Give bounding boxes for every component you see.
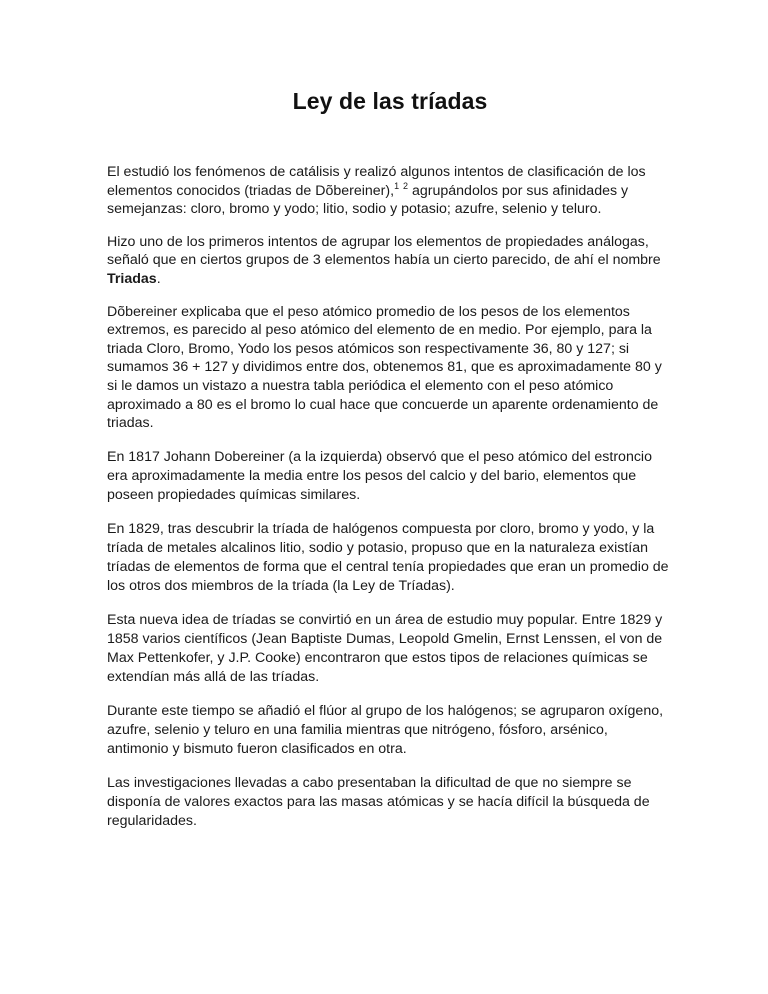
paragraph-popular-study: Esta nueva idea de tríadas se convirtió en un área de estudio muy popular. Entre 1829 y 1858 varios científicos (Jean Baptiste Dumas, Leopold Gmelin, Ernst Lenssen, el von de Max Pettenkofer, y J.P. Cooke) encontraron que estos tipos de relaciones químicas se extendían más allá de las tríadas. (107, 611, 663, 685)
paragraph-triads-name (107, 233, 673, 289)
paragraph-triads-text-b: . (156, 270, 161, 287)
footnote-ref-2[interactable]: 2 (403, 180, 409, 191)
paragraph-intro-text-b: agrupándolos por sus afinidades y semejanzas: cloro, bromo y yodo; litio, sodio y potasio; azufre, selenio y teluro. (107, 182, 629, 218)
document-title: Ley de las tríadas (292, 88, 488, 114)
paragraph-halogens: Durante este tiempo se añadió el flúor al grupo de los halógenos; se agruparon oxígeno, azufre, selenio y teluro en una familia mientras que nitrógeno, fósforo, arsénico, antimonio y bismuto fueron clasificados en otra. (107, 702, 664, 757)
paragraph-difficulties: Las investigaciones llevadas a cabo presentaban la dificultad de que no siempre se disponía de valores exactos para las masas atómicas y se hacía difícil la búsqueda de regularidades. (107, 774, 650, 829)
paragraph-intro (107, 163, 673, 219)
document-page (107, 88, 673, 831)
paragraph-intro-text-a: El estudió los fenómenos de catálisis y realizó algunos intentos de clasificación de los elementos conocidos (triadas de Dõbereiner), (107, 164, 646, 199)
footnote-ref-1[interactable]: 1 (394, 180, 400, 191)
paragraph-1829: En 1829, tras descubrir la tríada de halógenos compuesta por cloro, bromo y yodo, y la tríada de metales alcalinos litio, sodio y potasio, propuso que en la naturaleza existían tríadas de elementos de forma que el central tenía propiedades que eran un promedio de los otros dos miembros de la tríada (la Ley de Tríadas). (107, 520, 669, 594)
paragraph-explanation: Dõbereiner explicaba que el peso atómico promedio de los pesos de los elementos extremos, es parecido al peso atómico del elemento de en medio. Por ejemplo, para la triada Cloro, Bromo, Yodo los pesos atómicos son respectivamente 36, 80 y 127; si sumamos 36 + 127 y dividimos entre dos, obtenemos 81, que es aproximadamente 80 y si le damos un vistazo a nuestra tabla periódica el elemento con el peso atómico aproximado a 80 es el bromo lo cual hace que concuerde un aparente ordenamiento de triadas. (107, 303, 662, 432)
paragraph-triads-text-a: Hizo uno de los primeros intentos de agrupar los elementos de propiedades análogas, señaló que en ciertos grupos de 3 elementos había un cierto parecido, de ahí el nombre (107, 233, 661, 269)
triads-bold-term: Triadas (107, 270, 157, 287)
paragraph-1817: En 1817 Johann Dobereiner (a la izquierda) observó que el peso atómico del estroncio era aproximadamente la media entre los pesos del calcio y del bario, elementos que poseen propiedades químicas similares. (107, 448, 652, 503)
